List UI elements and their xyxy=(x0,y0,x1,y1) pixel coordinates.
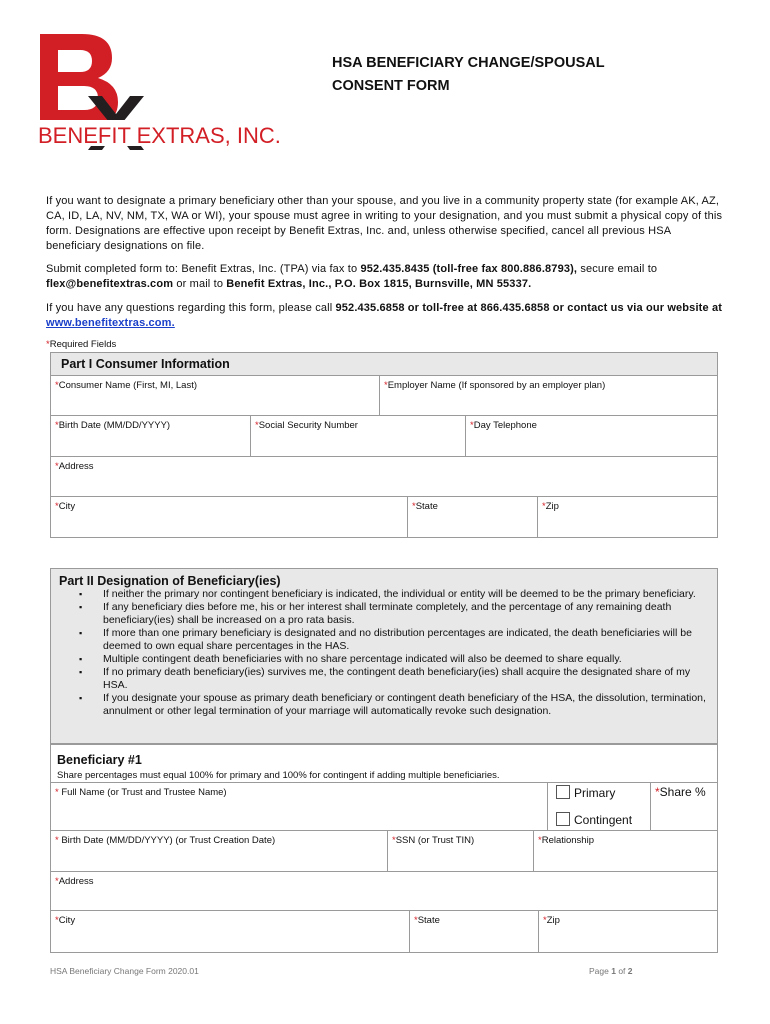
bullet-item: ▪ If any beneficiary dies before me, his or her interest shall terminate completely, and the percentage of any remaining death beneficiary(ies) shall be increased on a pro rata basis. xyxy=(79,601,709,627)
beneficiary1-heading: Beneficiary #1 xyxy=(57,753,142,767)
day-telephone-label: Day Telephone xyxy=(473,420,537,431)
page-prefix: Page xyxy=(589,966,612,976)
form-title-line1: HSA BENEFICIARY CHANGE/SPOUSAL xyxy=(332,55,605,71)
beneficiary-type-cell xyxy=(547,782,651,831)
relationship-field[interactable]: *Relationship xyxy=(533,830,718,872)
relationship-label: Relationship xyxy=(541,835,594,846)
consumer-name-label: Consumer Name (First, MI, Last) xyxy=(58,380,198,391)
beneficiary-city-field[interactable]: *City xyxy=(50,910,410,953)
beneficiary-ssn-field[interactable]: *SSN (or Trust TIN) xyxy=(387,830,534,872)
address-field[interactable]: *Address xyxy=(50,456,718,497)
beneficiary-zip-field[interactable]: *Zip xyxy=(538,910,718,953)
page-of: of xyxy=(615,966,628,976)
contingent-label: Contingent xyxy=(574,813,633,827)
fax-number: 952.435.8435 (toll-free fax 800.886.8793), xyxy=(360,263,578,275)
logo-mark xyxy=(36,30,316,165)
beneficiary-full-name-field[interactable]: * Full Name (or Trust and Trustee Name) xyxy=(50,782,548,831)
submit-paragraph xyxy=(46,262,726,292)
beneficiary-state-label: State xyxy=(417,915,440,926)
ssn-field[interactable]: *Social Security Number xyxy=(250,415,466,457)
required-text: Required Fields xyxy=(49,339,117,350)
share-percent-label: Share % xyxy=(659,785,706,799)
bullet-item: ▪ If you designate your spouse as primary death beneficiary or contingent death beneficiary of the HSA, the dissolution, termination, annulment or other legal termination of your marriage will automatically revoke such designation. xyxy=(79,692,709,718)
logo-text: BENEFIT EXTRAS, INC. xyxy=(38,123,281,148)
state-field[interactable]: *State xyxy=(407,496,538,538)
beneficiary1-header xyxy=(50,744,718,783)
questions-prefix: If you have any questions regarding this form, please call xyxy=(46,302,336,314)
city-field[interactable]: *City xyxy=(50,496,408,538)
consumer-name-field[interactable]: *Consumer Name (First, MI, Last) xyxy=(50,375,380,416)
page-total: 2 xyxy=(627,966,633,976)
beneficiary-birth-date-field[interactable]: * Birth Date (MM/DD/YYYY) (or Trust Creation Date) xyxy=(50,830,388,872)
footer-form-id: HSA Beneficiary Change Form 2020.01 xyxy=(50,966,199,976)
footer-page-number xyxy=(589,966,633,976)
beneficiary-full-name-label: Full Name (or Trust and Trustee Name) xyxy=(58,787,227,798)
beneficiary-state-field[interactable]: *State xyxy=(409,910,539,953)
submit-mid: secure email to xyxy=(577,263,658,275)
employer-name-label: Employer Name (If sponsored by an employer plan) xyxy=(387,380,606,391)
employer-name-field[interactable]: *Employer Name (If sponsored by an employer plan) xyxy=(379,375,718,416)
beneficiary-ssn-label: SSN (or Trust TIN) xyxy=(395,835,475,846)
bullet-item: ▪ If neither the primary nor contingent beneficiary is indicated, the individual or entity will be deemed to be the primary beneficiary. xyxy=(79,588,709,601)
zip-field[interactable]: *Zip xyxy=(537,496,718,538)
bullet-item: ▪ Multiple contingent death beneficiaries with no share percentage indicated will also be deemed to share equally. xyxy=(79,653,709,666)
primary-label: Primary xyxy=(574,786,616,800)
contingent-checkbox[interactable] xyxy=(556,812,570,826)
company-logo xyxy=(36,30,316,165)
beneficiary-zip-label: Zip xyxy=(546,915,560,926)
part2-heading: Part II Designation of Beneficiary(ies) xyxy=(59,574,281,588)
state-label: State xyxy=(415,501,438,512)
mail-address: Benefit Extras, Inc., P.O. Box 1815, Burnsville, MN 55337. xyxy=(226,278,532,290)
city-label: City xyxy=(58,501,76,512)
bullet-item: ▪ If no primary death beneficiary(ies) survives me, the contingent death beneficiary(ies) shall acquire the designated share of my HSA. xyxy=(79,666,709,692)
ssn-label: Social Security Number xyxy=(258,420,358,431)
beneficiary-address-field[interactable]: *Address xyxy=(50,871,718,911)
beneficiary-address-label: Address xyxy=(58,876,94,887)
share-percent-field[interactable]: *Share % xyxy=(650,782,718,831)
website-link[interactable]: www.benefitextras.com. xyxy=(46,317,175,329)
form-title-line2: CONSENT FORM xyxy=(332,78,450,94)
submit-prefix: Submit completed form to: Benefit Extras, Inc. (TPA) via fax to xyxy=(46,263,361,275)
part2-bullet-list xyxy=(79,588,709,718)
submit-mail: or mail to xyxy=(173,278,227,290)
beneficiary-city-label: City xyxy=(58,915,76,926)
birth-date-field[interactable]: *Birth Date (MM/DD/YYYY) xyxy=(50,415,251,457)
beneficiary-birth-date-label: Birth Date (MM/DD/YYYY) (or Trust Creation Date) xyxy=(58,835,276,846)
page-current: 1 xyxy=(611,966,616,976)
primary-checkbox[interactable] xyxy=(556,785,570,799)
part2-section xyxy=(50,568,718,744)
part1-heading: Part I Consumer Information xyxy=(50,352,718,376)
birth-date-label: Birth Date (MM/DD/YYYY) xyxy=(58,420,171,431)
questions-paragraph xyxy=(46,301,726,331)
day-telephone-field[interactable]: *Day Telephone xyxy=(465,415,718,457)
zip-label: Zip xyxy=(545,501,559,512)
bullet-item: ▪ If more than one primary beneficiary is designated and no distribution percentages are indicated, the death beneficiaries will be deemed to own equal share percentages in the HAS. xyxy=(79,627,709,653)
email-address[interactable]: flex@benefitextras.com xyxy=(46,278,174,290)
beneficiary1-note: Share percentages must equal 100% for primary and 100% for contingent if adding multiple beneficiaries. xyxy=(57,770,500,781)
required-fields-note xyxy=(46,339,116,350)
required-star: * xyxy=(46,339,50,350)
questions-contact: 952.435.6858 or toll-free at 866.435.6858 or contact us via our website at xyxy=(335,302,723,314)
intro-paragraph: If you want to designate a primary beneficiary other than your spouse, and you live in a community property state (for example AK, AZ, CA, ID, LA, NV, NM, TX, WA or WI), your spouse must agree in writing to your designation, and you must submit a physical copy of this form. Designations are effective upon receipt by Benefit Extras, Inc. and, unless otherwise specified, cancel all previous HSA beneficiary designations on file. xyxy=(46,195,723,252)
address-label: Address xyxy=(58,461,94,472)
